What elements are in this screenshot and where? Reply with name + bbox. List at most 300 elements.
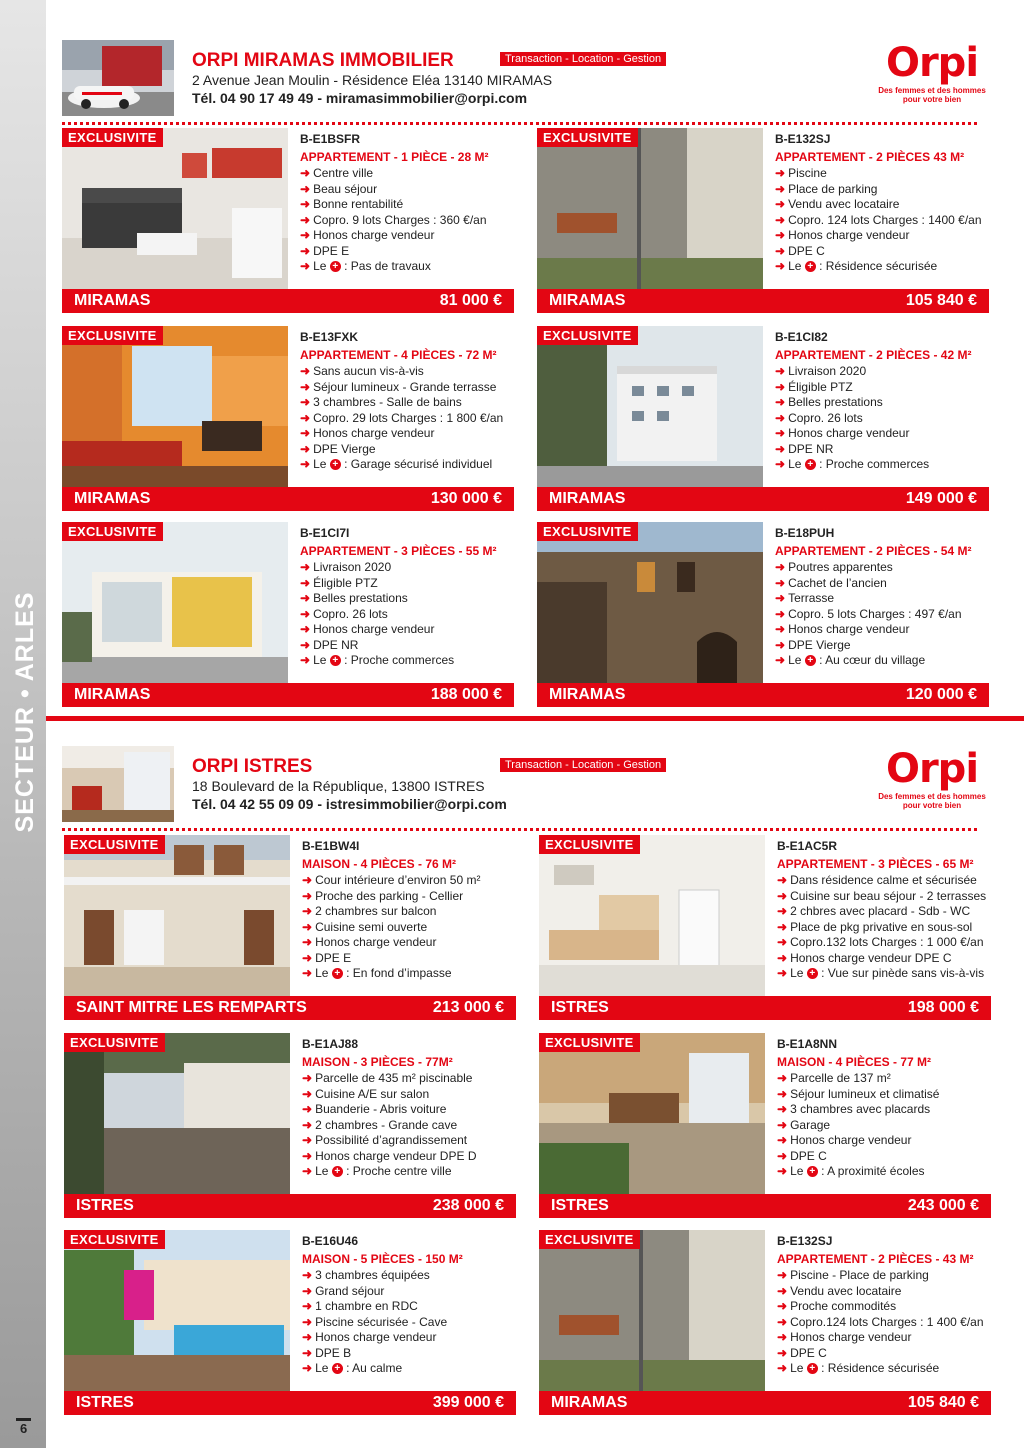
le-plus-prefix: Le (315, 966, 329, 980)
listing-card[interactable] (62, 326, 514, 514)
listing-price: 213 000 € (432, 999, 504, 1016)
feature-item (775, 560, 989, 576)
arrow-right-icon: ➜ (777, 1133, 788, 1147)
orpi-tagline-1: Des femmes et des hommes (878, 792, 986, 801)
le-plus-text: : En fond d’impasse (346, 966, 452, 980)
le-plus-item (302, 966, 516, 982)
orpi-logo-wordmark: Orpi (885, 746, 979, 792)
listing-info (302, 1037, 516, 1180)
arrow-right-icon: ➜ (300, 457, 311, 471)
arrow-right-icon: ➜ (777, 1361, 788, 1375)
arrow-right-icon: ➜ (300, 395, 311, 409)
feature-item (302, 920, 516, 936)
arrow-right-icon: ➜ (775, 591, 786, 605)
feature-text: Copro. 29 lots Charges : 1 800 €/an (313, 410, 504, 425)
feature-text: Honos charge vendeur (313, 228, 435, 242)
feature-item (777, 1071, 991, 1087)
price-band (64, 1391, 516, 1415)
feature-item (302, 1299, 516, 1315)
arrow-right-icon: ➜ (777, 1102, 788, 1116)
arrow-right-icon: ➜ (775, 426, 786, 440)
agency-name: ORPI ISTRES (192, 756, 313, 777)
arrow-right-icon: ➜ (777, 888, 788, 903)
feature-text: Belles prestations (313, 591, 408, 605)
feature-text: Copro. 5 lots Charges : 497 €/an (788, 606, 962, 621)
feature-text: Dans résidence calme et sécurisée (790, 873, 977, 887)
feature-text: Copro. 124 lots Charges : 1400 €/an (788, 212, 982, 227)
feature-item (302, 904, 516, 920)
feature-item (300, 213, 514, 229)
feature-list (775, 166, 989, 275)
listing-type: MAISON - 5 PIÈCES - 150 M² (302, 1252, 463, 1266)
feature-text: Centre ville (313, 166, 374, 180)
le-plus-text: : Pas de travaux (344, 259, 431, 273)
listing-town: MIRAMAS (74, 292, 151, 309)
feature-item (777, 1133, 991, 1149)
listing-info (775, 132, 989, 275)
feature-item (302, 951, 516, 967)
price-band (539, 996, 991, 1020)
listing-type: APPARTEMENT - 3 PIÈCES - 65 M² (777, 857, 974, 871)
feature-list (302, 873, 516, 982)
feature-item (300, 228, 514, 244)
le-plus-prefix: Le (315, 1361, 329, 1375)
arrow-right-icon: ➜ (777, 1117, 788, 1132)
agency-contact[interactable]: Tél. 04 90 17 49 49 - miramasimmobilier@orpi.com (192, 90, 528, 106)
feature-text: Honos charge vendeur (790, 1133, 912, 1147)
listing-town: ISTRES (76, 1197, 134, 1214)
services-badge: Transaction - Location - Gestion (500, 758, 666, 772)
arrow-right-icon: ➜ (302, 1086, 313, 1101)
feature-item (302, 873, 516, 889)
feature-item (777, 1330, 991, 1346)
orpi-tagline-1: Des femmes et des hommes (878, 86, 986, 95)
feature-item (775, 364, 989, 380)
feature-text: Éligible PTZ (788, 379, 853, 394)
arrow-right-icon: ➜ (777, 1283, 788, 1298)
arrow-right-icon: ➜ (775, 379, 786, 394)
arrow-right-icon: ➜ (777, 1345, 788, 1360)
page-number: 6 (16, 1418, 31, 1436)
feature-text: Livraison 2020 (313, 560, 392, 574)
le-plus-prefix: Le (790, 1164, 804, 1178)
listing-card[interactable] (64, 1230, 516, 1418)
feature-item (300, 380, 514, 396)
plus-icon: + (332, 1363, 343, 1374)
price-band (64, 996, 516, 1020)
arrow-right-icon: ➜ (300, 197, 311, 211)
arrow-right-icon: ➜ (302, 1345, 313, 1360)
feature-text: Copro. 9 lots Charges : 360 €/an (313, 212, 487, 227)
listing-type: MAISON - 3 PIÈCES - 77M² (302, 1055, 453, 1069)
property-photo (539, 1230, 765, 1391)
feature-text: Honos charge vendeur (315, 1330, 437, 1344)
arrow-right-icon: ➜ (302, 950, 313, 965)
arrow-right-icon: ➜ (775, 637, 786, 652)
le-plus-prefix: Le (788, 259, 802, 273)
plus-icon: + (330, 655, 341, 666)
arrow-right-icon: ➜ (300, 212, 311, 227)
arrow-right-icon: ➜ (302, 1071, 313, 1085)
le-plus-item (775, 457, 989, 473)
le-plus-prefix: Le (315, 1164, 329, 1178)
feature-item (775, 607, 989, 623)
feature-text: Vendu avec locataire (790, 1283, 902, 1298)
exclusivite-badge: EXCLUSIVITE (64, 1033, 165, 1052)
listing-ref: B-E132SJ (775, 132, 831, 146)
le-plus-text: : A proximité écoles (821, 1164, 925, 1178)
feature-text: 3 chambres équipées (315, 1268, 430, 1282)
listing-ref: B-E1AC5R (777, 839, 838, 853)
price-band (62, 487, 514, 511)
arrow-right-icon: ➜ (302, 1299, 313, 1313)
feature-text: Honos charge vendeur DPE C (790, 950, 952, 965)
arrow-right-icon: ➜ (775, 181, 786, 196)
listing-card[interactable] (537, 326, 989, 514)
arrow-right-icon: ➜ (302, 904, 313, 918)
le-plus-text: : Résidence sécurisée (821, 1361, 940, 1375)
feature-text: DPE NR (788, 441, 834, 456)
feature-text: DPE E (315, 950, 352, 965)
listing-card[interactable] (539, 835, 991, 1023)
arrow-right-icon: ➜ (777, 1086, 788, 1101)
arrow-right-icon: ➜ (775, 622, 786, 636)
feature-text: Honos charge vendeur (788, 622, 910, 636)
listing-town: MIRAMAS (74, 490, 151, 507)
feature-text: Honos charge vendeur (313, 426, 435, 440)
plus-icon: + (807, 1166, 818, 1177)
exclusivite-badge: EXCLUSIVITE (64, 1230, 165, 1249)
feature-item (777, 873, 991, 889)
listing-town: ISTRES (551, 999, 609, 1016)
le-plus-item (777, 1361, 991, 1377)
listing-ref: B-E132SJ (777, 1234, 833, 1248)
feature-item (777, 951, 991, 967)
listing-price: 105 840 € (907, 1394, 979, 1411)
listing-price: 198 000 € (907, 999, 979, 1016)
orpi-logo-wordmark: Orpi (885, 40, 979, 86)
listing-card[interactable] (62, 522, 514, 710)
arrow-right-icon: ➜ (777, 1164, 788, 1178)
feature-item (300, 395, 514, 411)
listing-type: APPARTEMENT - 3 PIÈCES - 55 M² (300, 544, 497, 558)
exclusivite-badge: EXCLUSIVITE (537, 128, 638, 147)
listing-town: ISTRES (551, 1197, 609, 1214)
arrow-right-icon: ➜ (300, 259, 311, 273)
dotted-divider (62, 828, 977, 831)
feature-list (300, 166, 514, 275)
arrow-right-icon: ➜ (302, 888, 313, 903)
feature-text: 2 chbres avec placard - Sdb - WC (790, 904, 971, 918)
listing-type: MAISON - 4 PIÈCES - 76 M² (302, 857, 457, 871)
feature-text: Cuisine A/E sur salon (315, 1086, 430, 1101)
arrow-right-icon: ➜ (300, 622, 311, 636)
listing-ref: B-E1BSFR (300, 132, 361, 146)
listing-town: MIRAMAS (549, 292, 626, 309)
arrow-right-icon: ➜ (300, 653, 311, 667)
le-plus-prefix: Le (790, 1361, 804, 1375)
feature-item (775, 591, 989, 607)
feature-list (777, 873, 991, 982)
listing-type: APPARTEMENT - 2 PIÈCES - 43 M² (777, 1252, 974, 1266)
arrow-right-icon: ➜ (775, 364, 786, 378)
feature-item (777, 1284, 991, 1300)
property-photo (62, 326, 288, 487)
feature-item (777, 1299, 991, 1315)
plus-icon: + (805, 655, 816, 666)
listing-card[interactable] (539, 1033, 991, 1221)
feature-item (777, 1346, 991, 1362)
exclusivite-badge: EXCLUSIVITE (539, 835, 640, 854)
feature-text: Parcelle de 137 m² (790, 1071, 891, 1085)
arrow-right-icon: ➜ (300, 560, 311, 574)
arrow-right-icon: ➜ (775, 243, 786, 258)
agency-contact[interactable]: Tél. 04 42 55 09 09 - istresimmobilier@orpi.com (192, 796, 507, 812)
plus-icon: + (807, 1363, 818, 1374)
arrow-right-icon: ➜ (300, 379, 311, 394)
feature-text: Grand séjour (315, 1283, 385, 1298)
le-plus-text: : Au cœur du village (819, 653, 926, 667)
le-plus-text: : Résidence sécurisée (819, 259, 938, 273)
le-plus-text: : Proche centre ville (346, 1164, 452, 1178)
arrow-right-icon: ➜ (777, 904, 788, 918)
feature-item (300, 411, 514, 427)
arrow-right-icon: ➜ (775, 166, 786, 180)
feature-text: Séjour lumineux - Grande terrasse (313, 379, 497, 394)
feature-text: Place de pkg privative en sous-sol (790, 919, 973, 934)
exclusivite-badge: EXCLUSIVITE (537, 326, 638, 345)
listing-info (777, 839, 991, 982)
feature-text: Possibilité d’agrandissement (315, 1133, 468, 1147)
feature-item (302, 1284, 516, 1300)
listing-price: 399 000 € (432, 1394, 504, 1411)
arrow-right-icon: ➜ (300, 441, 311, 456)
le-plus-item (302, 1361, 516, 1377)
arrow-right-icon: ➜ (302, 1133, 313, 1147)
sector-label: SECTEUR • ARLES (11, 591, 39, 833)
feature-item (777, 1268, 991, 1284)
arrow-right-icon: ➜ (300, 591, 311, 605)
arrow-right-icon: ➜ (300, 426, 311, 440)
feature-item (300, 576, 514, 592)
feature-text: DPE C (788, 243, 825, 258)
listing-type: APPARTEMENT - 2 PIÈCES 43 M² (775, 150, 965, 164)
listing-type: APPARTEMENT - 2 PIÈCES - 42 M² (775, 348, 972, 362)
listing-ref: B-E1AJ88 (302, 1037, 359, 1051)
le-plus-text: : Proche commerces (819, 457, 930, 471)
feature-list (302, 1268, 516, 1377)
arrow-right-icon: ➜ (777, 1330, 788, 1344)
property-photo (537, 522, 763, 683)
arrow-right-icon: ➜ (775, 457, 786, 471)
le-plus-text: : Au calme (346, 1361, 403, 1375)
le-plus-prefix: Le (313, 259, 327, 273)
feature-text: DPE C (790, 1345, 827, 1360)
agency-address: 2 Avenue Jean Moulin - Résidence Eléa 13140 MIRAMAS (192, 72, 553, 88)
feature-item (302, 1133, 516, 1149)
le-plus-item (300, 457, 514, 473)
feature-list (775, 560, 989, 669)
orpi-tagline-2: pour votre bien (902, 95, 962, 104)
feature-text: Honos charge vendeur (313, 622, 435, 636)
feature-text: Copro. 26 lots (788, 410, 863, 425)
listing-price: 105 840 € (905, 292, 977, 309)
arrow-right-icon: ➜ (777, 935, 788, 949)
listing-card[interactable] (539, 1230, 991, 1418)
feature-text: Piscine - Place de parking (790, 1268, 929, 1282)
le-plus-prefix: Le (313, 653, 327, 667)
section-divider (46, 716, 1024, 721)
listing-town: MIRAMAS (549, 490, 626, 507)
feature-list (777, 1268, 991, 1377)
feature-text: 3 chambres - Salle de bains (313, 395, 462, 409)
property-photo (539, 835, 765, 996)
feature-item (302, 1268, 516, 1284)
feature-text: 1 chambre en RDC (315, 1299, 418, 1313)
exclusivite-badge: EXCLUSIVITE (62, 522, 163, 541)
exclusivite-badge: EXCLUSIVITE (62, 326, 163, 345)
arrow-right-icon: ➜ (777, 919, 788, 934)
arrow-right-icon: ➜ (777, 1071, 788, 1085)
listing-price: 149 000 € (905, 490, 977, 507)
feature-item (777, 1102, 991, 1118)
listing-card[interactable] (64, 1033, 516, 1221)
listing-price: 130 000 € (430, 490, 502, 507)
feature-item (302, 1346, 516, 1362)
arrow-right-icon: ➜ (302, 873, 313, 887)
feature-text: Piscine (788, 166, 827, 180)
listing-ref: B-E1A8NN (777, 1037, 838, 1051)
exclusivite-badge: EXCLUSIVITE (537, 522, 638, 541)
feature-item (302, 1087, 516, 1103)
le-plus-prefix: Le (788, 457, 802, 471)
feature-item (775, 395, 989, 411)
arrow-right-icon: ➜ (777, 950, 788, 965)
le-plus-item (775, 259, 989, 275)
arrow-right-icon: ➜ (300, 575, 311, 590)
listing-card[interactable] (62, 128, 514, 316)
agency-photo (62, 746, 174, 822)
property-photo (64, 1033, 290, 1194)
le-plus-prefix: Le (313, 457, 327, 471)
feature-item (302, 1118, 516, 1134)
arrow-right-icon: ➜ (302, 1314, 313, 1329)
feature-list (300, 560, 514, 669)
listing-info (302, 1234, 516, 1377)
arrow-right-icon: ➜ (775, 395, 786, 409)
arrow-right-icon: ➜ (302, 1361, 313, 1375)
listing-info (302, 839, 516, 982)
listing-card[interactable] (537, 128, 989, 316)
exclusivite-badge: EXCLUSIVITE (64, 835, 165, 854)
price-band (537, 487, 989, 511)
feature-item (300, 182, 514, 198)
feature-item (300, 166, 514, 182)
feature-text: DPE C (790, 1148, 827, 1163)
feature-item (302, 1149, 516, 1165)
feature-item (775, 244, 989, 260)
arrow-right-icon: ➜ (300, 410, 311, 425)
arrow-right-icon: ➜ (775, 653, 786, 667)
listing-price: 188 000 € (430, 686, 502, 703)
le-plus-prefix: Le (788, 653, 802, 667)
arrow-right-icon: ➜ (777, 873, 788, 887)
feature-text: Terrasse (788, 591, 835, 605)
exclusivite-badge: EXCLUSIVITE (539, 1033, 640, 1052)
dotted-divider (62, 122, 977, 125)
listing-card[interactable] (64, 835, 516, 1023)
property-photo (537, 128, 763, 289)
le-plus-item (777, 966, 991, 982)
arrow-right-icon: ➜ (775, 575, 786, 590)
plus-icon: + (807, 968, 818, 979)
feature-text: Honos charge vendeur (315, 935, 437, 949)
agency-header-istres (62, 746, 987, 826)
feature-text: Livraison 2020 (788, 364, 867, 378)
feature-text: Garage (790, 1117, 831, 1132)
feature-text: Séjour lumineux et climatisé (790, 1086, 940, 1101)
listing-town: ISTRES (76, 1394, 134, 1411)
arrow-right-icon: ➜ (777, 966, 788, 980)
feature-text: Proche des parking - Cellier (315, 888, 464, 903)
feature-item (300, 622, 514, 638)
feature-item (775, 442, 989, 458)
property-photo (64, 835, 290, 996)
agency-address: 18 Boulevard de la République, 13800 ISTRES (192, 778, 485, 794)
feature-text: DPE NR (313, 637, 359, 652)
orpi-logo (877, 40, 987, 104)
listing-price: 243 000 € (907, 1197, 979, 1214)
feature-text: Cuisine semi ouverte (315, 919, 428, 934)
feature-item (302, 1071, 516, 1087)
feature-item (775, 213, 989, 229)
listing-info (300, 330, 514, 473)
listing-card[interactable] (537, 522, 989, 710)
arrow-right-icon: ➜ (777, 1268, 788, 1282)
feature-text: 2 chambres - Grande cave (315, 1117, 458, 1132)
feature-item (300, 638, 514, 654)
property-photo (539, 1033, 765, 1194)
property-photo (62, 128, 288, 289)
orpi-tagline-2: pour votre bien (902, 801, 962, 810)
feature-text: DPE Vierge (788, 637, 851, 652)
feature-list (777, 1071, 991, 1180)
feature-item (775, 426, 989, 442)
feature-text: Copro.124 lots Charges : 1 400 €/an (790, 1314, 984, 1329)
feature-text: Vendu avec locataire (788, 197, 900, 211)
listing-ref: B-E18PUH (775, 526, 835, 540)
feature-item (302, 1102, 516, 1118)
feature-text: Place de parking (788, 181, 878, 196)
listing-town: SAINT MITRE LES REMPARTS (76, 999, 307, 1016)
feature-list (775, 364, 989, 473)
le-plus-item (775, 653, 989, 669)
arrow-right-icon: ➜ (777, 1314, 788, 1329)
feature-item (300, 442, 514, 458)
feature-item (300, 364, 514, 380)
feature-text: Belles prestations (788, 395, 883, 409)
arrow-right-icon: ➜ (300, 228, 311, 242)
feature-item (300, 197, 514, 213)
le-plus-item (300, 259, 514, 275)
listing-info (775, 330, 989, 473)
le-plus-text: : Garage sécurisé individuel (344, 457, 493, 471)
feature-text: DPE Vierge (313, 441, 376, 456)
feature-item (777, 1149, 991, 1165)
arrow-right-icon: ➜ (777, 1299, 788, 1313)
feature-item (777, 1315, 991, 1331)
arrow-right-icon: ➜ (302, 1102, 313, 1116)
